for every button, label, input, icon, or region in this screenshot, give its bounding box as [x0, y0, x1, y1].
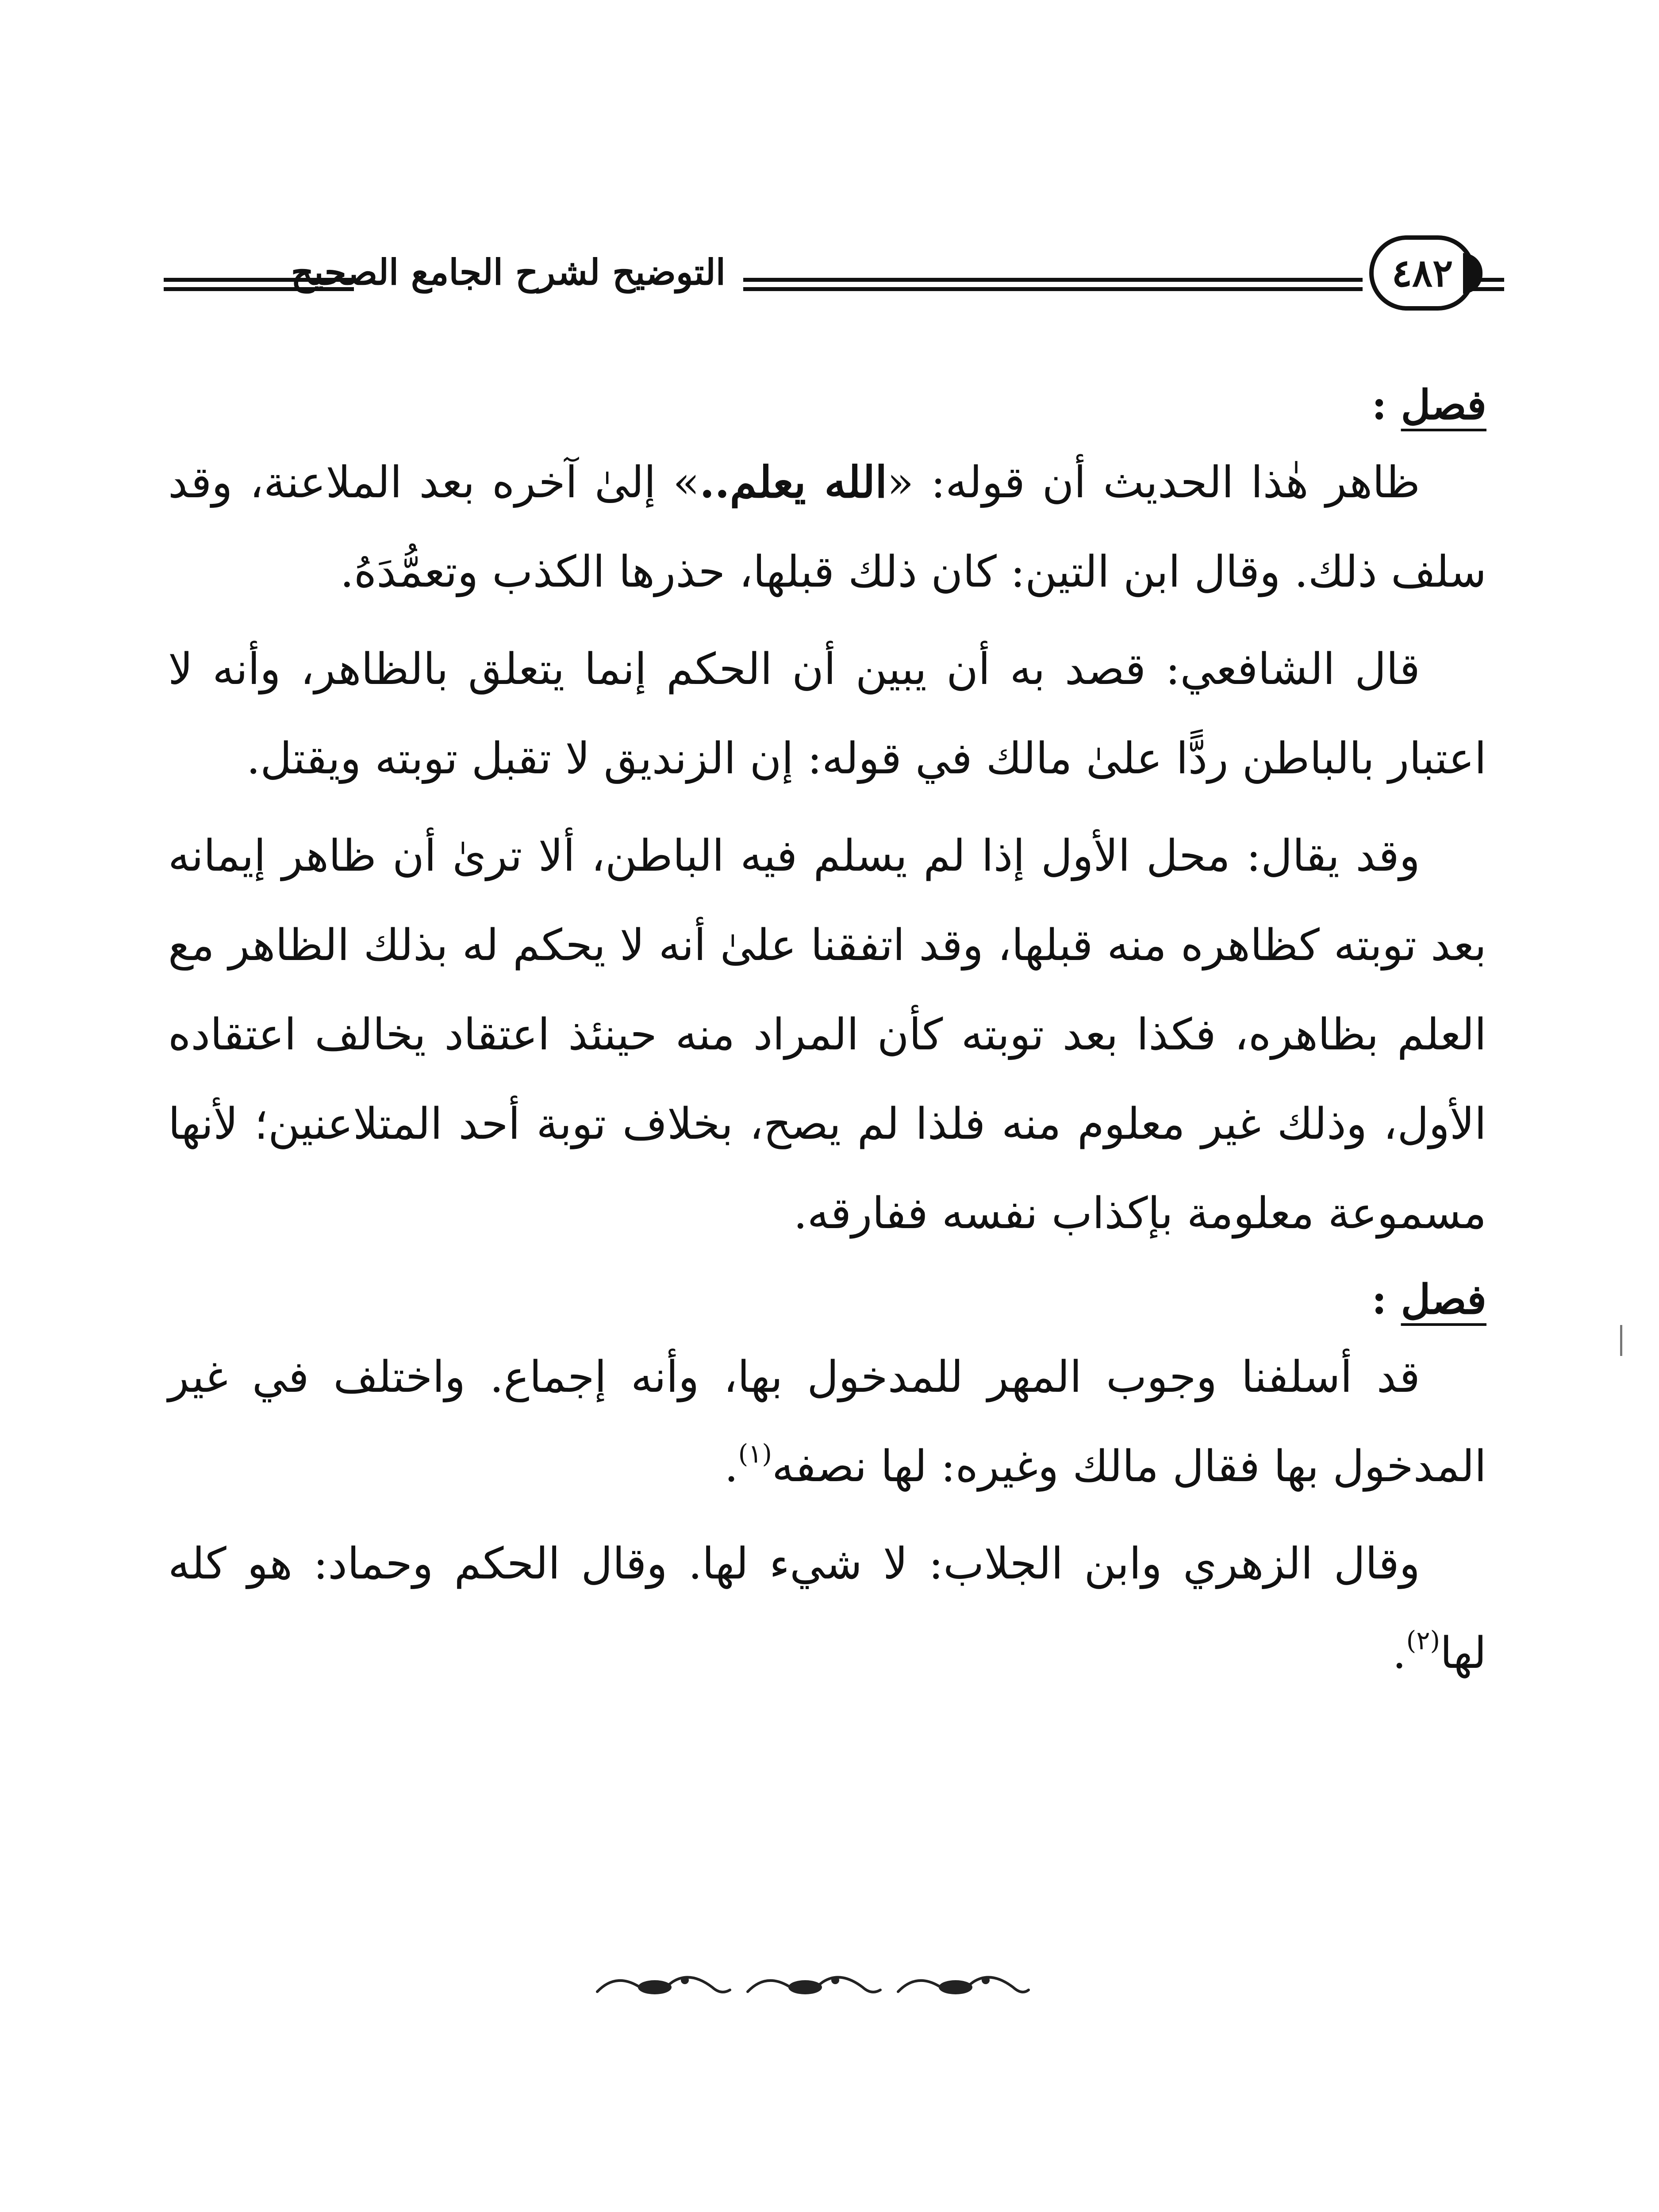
paragraph-end: .	[1392, 1628, 1406, 1678]
header-rule-right	[1469, 278, 1504, 291]
paragraph: قال الشافعي: قصد به أن يبين أن الحكم إنما يتعلق بالظاهر، وأنه لا اعتبار بالباطن ردًّا علىٰ مالك في قوله: إن الزنديق لا تقبل توبته ويقتل.	[168, 644, 1486, 784]
quoted-phrase: الله يعلم..	[699, 457, 887, 508]
section-heading-label: فصل	[1401, 381, 1486, 429]
section-heading	[168, 1266, 1486, 1333]
ornament-divider-icon	[588, 1964, 1035, 2008]
page-number	[1369, 235, 1475, 311]
book-title: التوضيح لشرح الجامع الصحيح	[291, 251, 726, 293]
main-text	[168, 372, 1486, 1706]
header-rule-middle	[743, 278, 1363, 291]
footnote-ref[interactable]: (١)	[738, 1439, 772, 1469]
paragraph-text: قد أسلفنا وجوب المهر للمدخول بها، وأنه إجماع. واختلف في غير المدخول بها فقال مالك وغيره: لها نصفه	[168, 1352, 1486, 1492]
paragraph-text: ظاهر هٰذا الحديث أن قوله: «	[887, 457, 1420, 508]
paragraph-text: » إلىٰ آخره بعد الملاعنة، وقد سلف ذلك. وقال ابن التين: كان ذلك قبلها، حذرها الكذب وتعمُّدَهُ.	[168, 457, 1486, 597]
paragraph	[168, 438, 1486, 617]
paragraph: وقد يقال: محل الأول إذا لم يسلم فيه الباطن، ألا ترىٰ أن ظاهر إيمانه بعد توبته كظاهره منه قبلها، وقد اتفقنا علىٰ أنه لا يحكم له بذلك الظاهر مع العلم بظاهره، فكذا بعد توبته كأن المراد منه حينئذ اعتقاد يخالف اعتقاده الأول، وذلك غير معلوم منه فلذا لم يصح، بخلاف توبة أحد المتلاعنين؛ لأنها مسموعة معلومة بإكذاب نفسه ففارقه.	[168, 831, 1486, 1239]
paragraph	[168, 1519, 1486, 1698]
running-header	[164, 226, 1504, 314]
section-heading-label: فصل	[1401, 1275, 1486, 1323]
section-heading-colon: :	[1371, 1275, 1387, 1323]
footnote-ref[interactable]: (٢)	[1406, 1625, 1440, 1655]
paragraph-text: وقال الزهري وابن الجلاب: لا شيء لها. وقال الحكم وحماد: هو كله لها	[168, 1539, 1486, 1678]
paragraph	[168, 1333, 1486, 1511]
paragraph-end: .	[724, 1441, 738, 1492]
margin-mark	[1620, 1325, 1622, 1356]
page-number-text: ٤٨٢	[1391, 250, 1453, 296]
section-heading-colon: :	[1371, 381, 1387, 429]
section-heading	[168, 372, 1486, 438]
